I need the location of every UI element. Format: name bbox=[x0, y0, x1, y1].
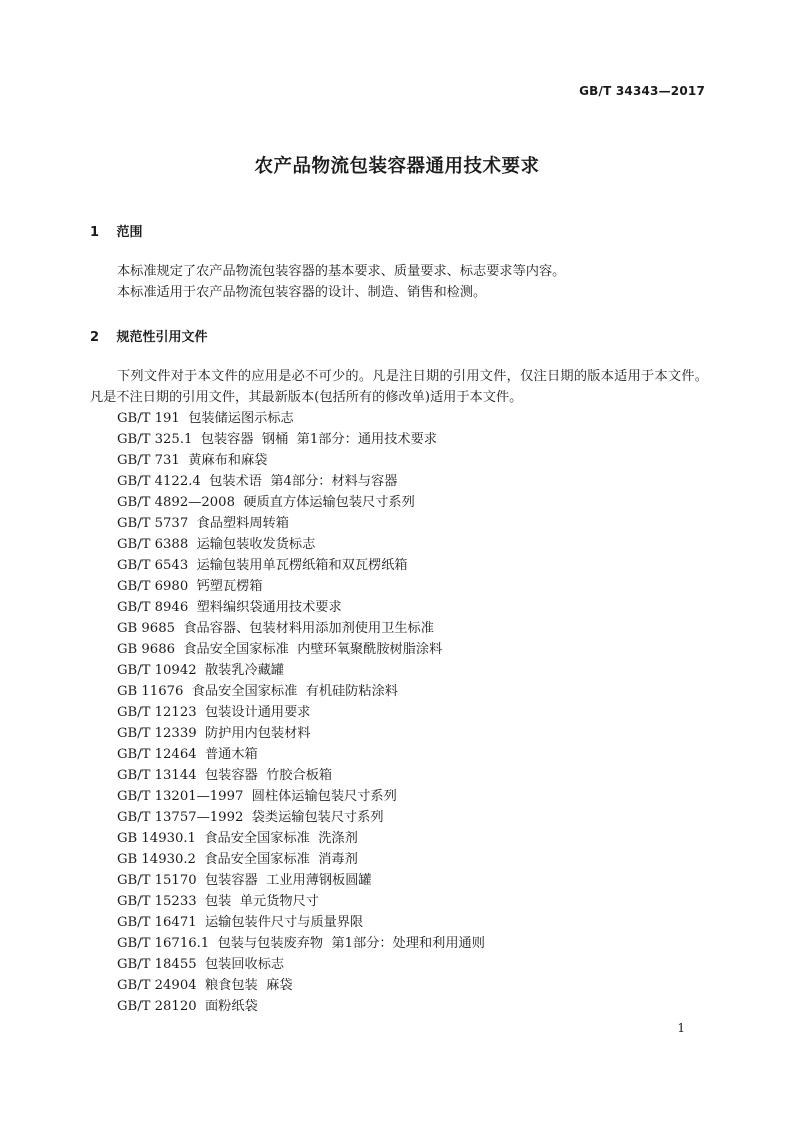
reference-item: GB/T 28120 面粉纸袋 bbox=[117, 999, 258, 1014]
reference-item: GB 9686 食品安全国家标准 内壁环氧聚酰胺树脂涂料 bbox=[117, 642, 443, 657]
reference-item: GB/T 15233 包装 单元货物尺寸 bbox=[117, 894, 319, 909]
section-heading-normative-references bbox=[90, 326, 208, 345]
standard-code: GB/T 34343—2017 bbox=[579, 84, 705, 98]
reference-item: GB/T 13144 包装容器 竹胶合板箱 bbox=[117, 768, 333, 783]
section-title: 规范性引用文件 bbox=[116, 330, 208, 345]
reference-item: GB/T 4122.4 包装术语 第4部分：材料与容器 bbox=[117, 474, 398, 489]
section-heading-scope bbox=[90, 221, 143, 240]
reference-item: GB/T 191 包装储运图示标志 bbox=[117, 411, 294, 426]
reference-item: GB/T 731 黄麻布和麻袋 bbox=[117, 453, 268, 468]
reference-item: GB/T 325.1 包装容器 钢桶 第1部分：通用技术要求 bbox=[117, 432, 437, 447]
reference-item: GB/T 13757—1992 袋类运输包装尺寸系列 bbox=[117, 810, 384, 825]
reference-item: GB 9685 食品容器、包装材料用添加剂使用卫生标准 bbox=[117, 621, 434, 636]
paragraph: 下列文件对于本文件的应用是必不可少的。凡是注日期的引用文件，仅注日期的版本适用于本文件。凡是不注日期的引用文件，其最新版本(包括所有的修改单)适用于本文件。 bbox=[90, 369, 708, 405]
reference-item: GB/T 16471 运输包装件尺寸与质量界限 bbox=[117, 915, 364, 930]
section-number: 1 bbox=[90, 225, 100, 240]
reference-item: GB/T 16716.1 包装与包装废弃物 第1部分：处理和利用通则 bbox=[117, 936, 485, 951]
reference-item: GB/T 18455 包装回收标志 bbox=[117, 957, 285, 972]
reference-item: GB 14930.1 食品安全国家标准 洗涤剂 bbox=[117, 831, 358, 846]
reference-item: GB/T 6543 运输包装用单瓦楞纸箱和双瓦楞纸箱 bbox=[117, 558, 408, 573]
reference-item: GB/T 10942 散装乳冷藏罐 bbox=[117, 663, 285, 678]
reference-item: GB/T 12123 包装设计通用要求 bbox=[117, 705, 311, 720]
section-number: 2 bbox=[90, 330, 100, 345]
reference-item: GB/T 6388 运输包装收发货标志 bbox=[117, 537, 316, 552]
document-title: 农产品物流包装容器通用技术要求 bbox=[254, 156, 540, 177]
reference-item: GB/T 13201—1997 圆柱体运输包装尺寸系列 bbox=[117, 789, 397, 804]
page-number: 1 bbox=[677, 1021, 685, 1035]
reference-item: GB/T 5737 食品塑料周转箱 bbox=[117, 516, 289, 531]
reference-item: GB/T 12464 普通木箱 bbox=[117, 747, 258, 762]
scope-body bbox=[90, 261, 708, 303]
reference-item: GB/T 12339 防护用内包装材料 bbox=[117, 726, 311, 741]
paragraph: 本标准适用于农产品物流包装容器的设计、制造、销售和检测。 bbox=[117, 285, 487, 300]
references-intro bbox=[90, 366, 708, 408]
paragraph: 本标准规定了农产品物流包装容器的基本要求、质量要求、标志要求等内容。 bbox=[117, 264, 566, 279]
reference-item: GB/T 24904 粮食包装 麻袋 bbox=[117, 978, 293, 993]
reference-item: GB/T 6980 钙塑瓦楞箱 bbox=[117, 579, 263, 594]
reference-list bbox=[117, 408, 485, 1017]
section-title: 范围 bbox=[116, 225, 143, 240]
reference-item: GB/T 8946 塑料编织袋通用技术要求 bbox=[117, 600, 342, 615]
reference-item: GB 11676 食品安全国家标准 有机硅防粘涂料 bbox=[117, 684, 398, 699]
reference-item: GB 14930.2 食品安全国家标准 消毒剂 bbox=[117, 852, 358, 867]
reference-item: GB/T 4892—2008 硬质直方体运输包装尺寸系列 bbox=[117, 495, 415, 510]
reference-item: GB/T 15170 包装容器 工业用薄钢板圆罐 bbox=[117, 873, 372, 888]
